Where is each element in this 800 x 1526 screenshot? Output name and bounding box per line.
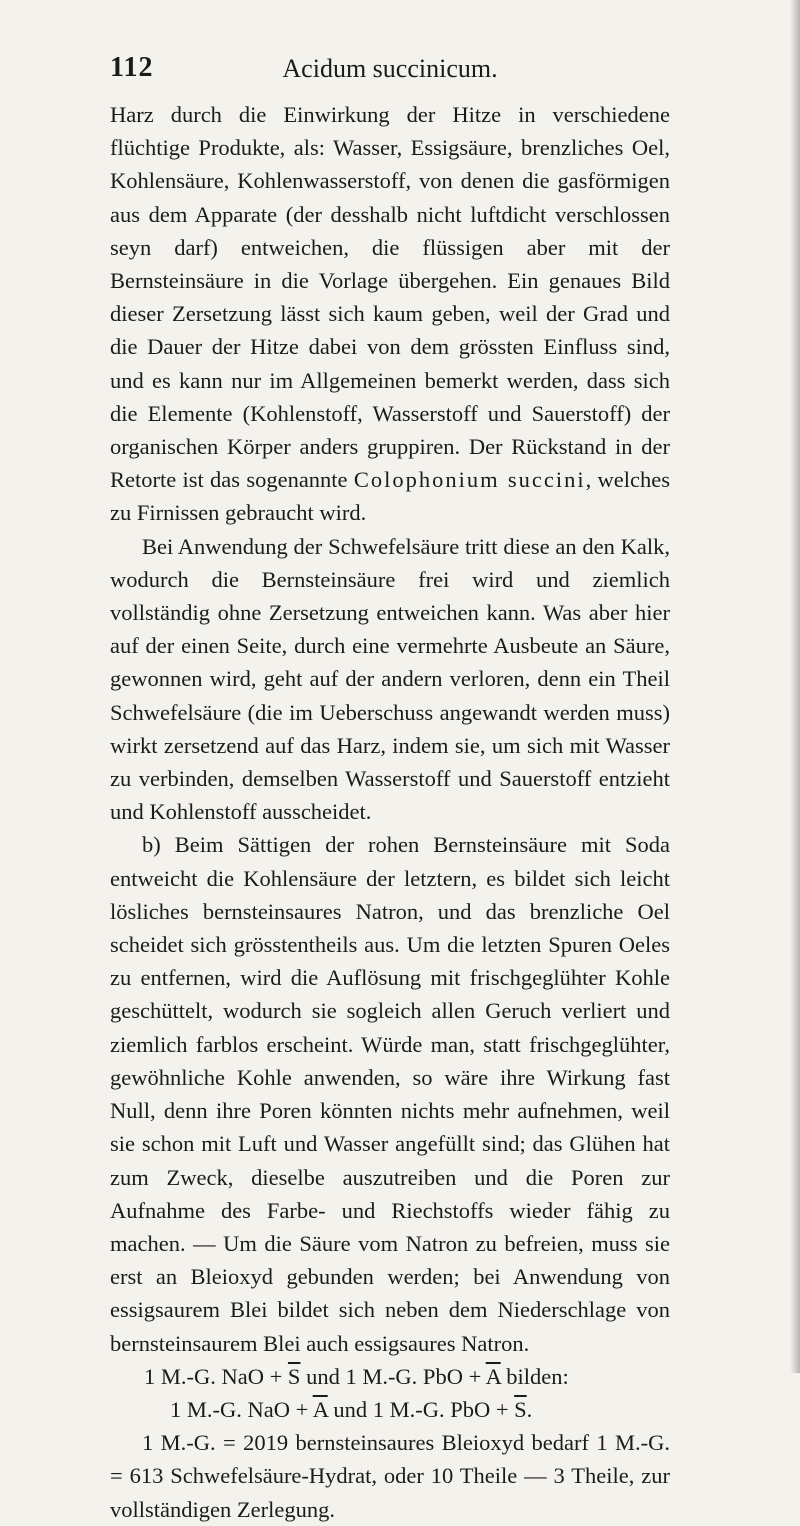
- formula-symbol: $\overline{A}$: [485, 1363, 501, 1389]
- page-header: [110, 52, 670, 86]
- formula-line-2: [110, 1393, 670, 1426]
- page-number: 112: [110, 52, 154, 83]
- formula-text: .: [526, 1396, 533, 1422]
- formula-text: 1 M.-G. NaO +: [144, 1363, 288, 1389]
- running-title: Acidum succinicum.: [282, 54, 498, 83]
- paragraph-2: Bei Anwendung der Schwefelsäure tritt diese an den Kalk, wodurch die Bernsteinsäure frei wird und ziemlich vollständig ohne Zersetzung entweichen kann. Was aber hier auf der einen Seite, durch eine vermehrte Ausbeute an Säure, gewonnen wird, geht auf der andern verloren, denn ein Theil Schwefelsäure (die im Ueberschuss angewandt werden muss) wirkt zersetzend auf das Harz, indem sie, um sich mit Wasser zu verbinden, demselben Wasserstoff und Sauerstoff entzieht und Kohlenstoff ausscheidet.: [110, 533, 670, 825]
- page-edge-shadow: [790, 0, 800, 1373]
- formula-symbol: $\overline{S}$: [514, 1396, 527, 1422]
- paragraph-4: 1 M.-G. = 2019 bernsteinsaures Bleioxyd bedarf 1 M.-G. = 613 Schwefelsäure-Hydrat, oder 10 Theile — 3 Theile, zur vollständigen Zerlegung.: [110, 1430, 670, 1522]
- body-text: [110, 98, 670, 1526]
- formula-text: bilden:: [500, 1363, 569, 1389]
- paragraph-1-text-end: , welches zu Firnissen gebraucht wird.: [110, 467, 670, 526]
- formula-line-1: [110, 1360, 670, 1393]
- formula-symbol: $\overline{S}$: [287, 1363, 301, 1389]
- paragraph-1: [110, 98, 670, 530]
- formula-symbol: $\overline{A}$: [312, 1396, 328, 1422]
- paragraph-1-text: Harz durch die Einwirkung der Hitze in verschiedene flüchtige Produkte, als: Wasser, Essigsäure, brenzliches Oel, Kohlensäure, Kohlenwasserstoff, von denen die gasförmigen aus dem Apparate (der desshalb nicht luftdicht verschlossen seyn darf) entweichen, die flüssigen aber mit der Bernsteinsäure in die Vorlage übergehen. Ein genaues Bild dieser Zersetzung lässt sich kaum geben, weil der Grad und die Dauer der Hitze dabei von dem grössten Einfluss sind, und es kann nur im Allgemeinen bemerkt werden, dass sich die Elemente (Kohlenstoff, Wasserstoff und Sauerstoff) der organischen Körper anders gruppiren. Der Rückstand in der Retorte ist das sogenannte: [110, 102, 670, 493]
- formula-text: 1 M.-G. NaO +: [170, 1396, 313, 1422]
- spaced-term: Colophonium succini: [353, 467, 586, 493]
- formula-text: und 1 M.-G. PbO +: [327, 1396, 515, 1422]
- paragraph-3: b) Beim Sättigen der rohen Bernsteinsäure mit Soda entweicht die Kohlensäure der letztern, es bildet sich leicht lösliches bernsteinsaures Natron, und das brenzliche Oel scheidet sich grösstentheils aus. Um die letzten Spuren Oeles zu entfernen, wird die Auflösung mit frischgeglühter Kohle geschüttelt, wodurch sie sogleich allen Geruch verliert und ziemlich farblos erscheint. Würde man, statt frischgeglühter, gewöhnliche Kohle anwenden, so wäre ihre Wirkung fast Null, denn ihre Poren könnten nichts mehr aufnehmen, weil sie schon mit Luft und Wasser angefüllt sind; das Glühen hat zum Zweck, dieselbe auszutreiben und die Poren zur Aufnahme des Farbe- und Riechstoffs wieder fähig zu machen. — Um die Säure vom Natron zu befreien, muss sie erst an Bleioxyd gebunden werden; bei Anwendung von essigsaurem Blei bildet sich neben dem Niederschlage von bernsteinsaurem Blei auch essigsaures Natron.: [110, 832, 670, 1356]
- formula-text: und 1 M.-G. PbO +: [300, 1363, 486, 1389]
